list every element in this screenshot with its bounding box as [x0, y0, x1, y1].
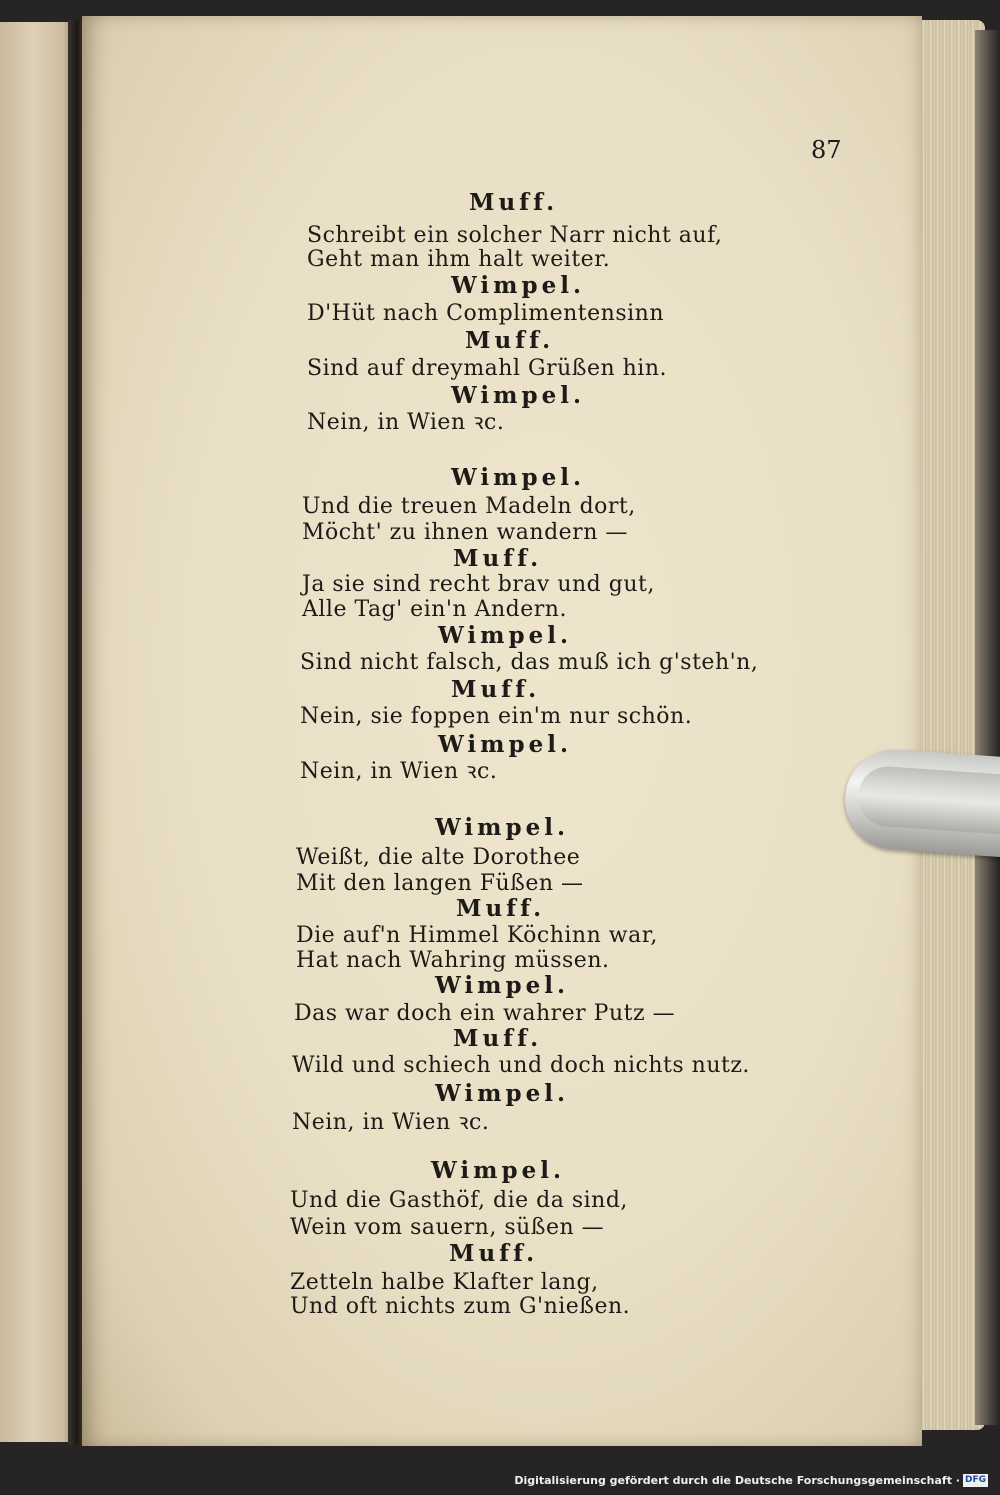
speaker-label: Wimpel.	[435, 1080, 569, 1107]
verse-line: Sind nicht falsch, das muß ich g'steh'n,	[300, 650, 759, 675]
speaker-label: Muff.	[449, 1240, 539, 1267]
verse-line: Geht man ihm halt weiter.	[307, 247, 611, 272]
speaker-label: Wimpel.	[435, 814, 569, 841]
verse-line: Wein vom sauern, süßen —	[290, 1215, 605, 1240]
speaker-label: Muff.	[453, 545, 543, 572]
verse-line: Hat nach Wahring müssen.	[296, 948, 610, 973]
verse-line: Möcht' zu ihnen wandern —	[302, 520, 628, 545]
dfg-logo: DFG	[964, 1475, 986, 1485]
verse-line: Und die treuen Madeln dort,	[302, 494, 636, 519]
verse-line: Weißt, die alte Dorothee	[296, 845, 581, 870]
verse-line: Das war doch ein wahrer Putz —	[294, 1001, 676, 1026]
verse-line: Mit den langen Füßen —	[296, 871, 584, 896]
verse-line: Nein, sie foppen ein'm nur schön.	[300, 704, 693, 729]
verse-line: Und oft nichts zum G'nießen.	[290, 1294, 631, 1319]
verse-line: Nein, in Wien ꝛc.	[307, 410, 505, 435]
verse-line: Zetteln halbe Klafter lang,	[290, 1270, 599, 1295]
speaker-label: Wimpel.	[451, 464, 585, 491]
verse-line: Die auf'n Himmel Köchinn war,	[296, 923, 658, 948]
left-page-edge	[0, 22, 74, 1442]
speaker-label: Wimpel.	[438, 731, 572, 758]
speaker-label: Wimpel.	[435, 972, 569, 999]
speaker-label: Wimpel.	[438, 622, 572, 649]
speaker-label: Wimpel.	[451, 272, 585, 299]
verse-line: Und die Gasthöf, die da sind,	[290, 1188, 628, 1213]
verse-line: D'Hüt nach Complimentensinn	[307, 301, 664, 326]
speaker-label: Wimpel.	[451, 382, 585, 409]
speaker-label: Muff.	[451, 676, 541, 703]
credit-text: Digitalisierung gefördert durch die Deutsche Forschungsgemeinschaft ·	[514, 1474, 960, 1487]
speaker-label: Muff.	[469, 189, 559, 216]
paper-clip-inner	[856, 764, 1000, 835]
speaker-label: Wimpel.	[431, 1157, 565, 1184]
verse-line: Nein, in Wien ꝛc.	[300, 759, 498, 784]
page-stack-shadow	[975, 30, 1000, 1425]
speaker-label: Muff.	[465, 327, 555, 354]
verse-line: Sind auf dreymahl Grüßen hin.	[307, 356, 668, 381]
verse-line: Nein, in Wien ꝛc.	[292, 1110, 490, 1135]
speaker-label: Muff.	[456, 895, 546, 922]
verse-line: Schreibt ein solcher Narr nicht auf,	[307, 223, 723, 248]
digitization-credit	[514, 1474, 988, 1487]
verse-line: Wild und schiech und doch nichts nutz.	[292, 1053, 750, 1078]
verse-line: Alle Tag' ein'n Andern.	[302, 597, 567, 622]
speaker-label: Muff.	[453, 1025, 543, 1052]
page-number: 87	[811, 136, 842, 164]
verse-line: Ja sie sind recht brav und gut,	[302, 572, 655, 597]
